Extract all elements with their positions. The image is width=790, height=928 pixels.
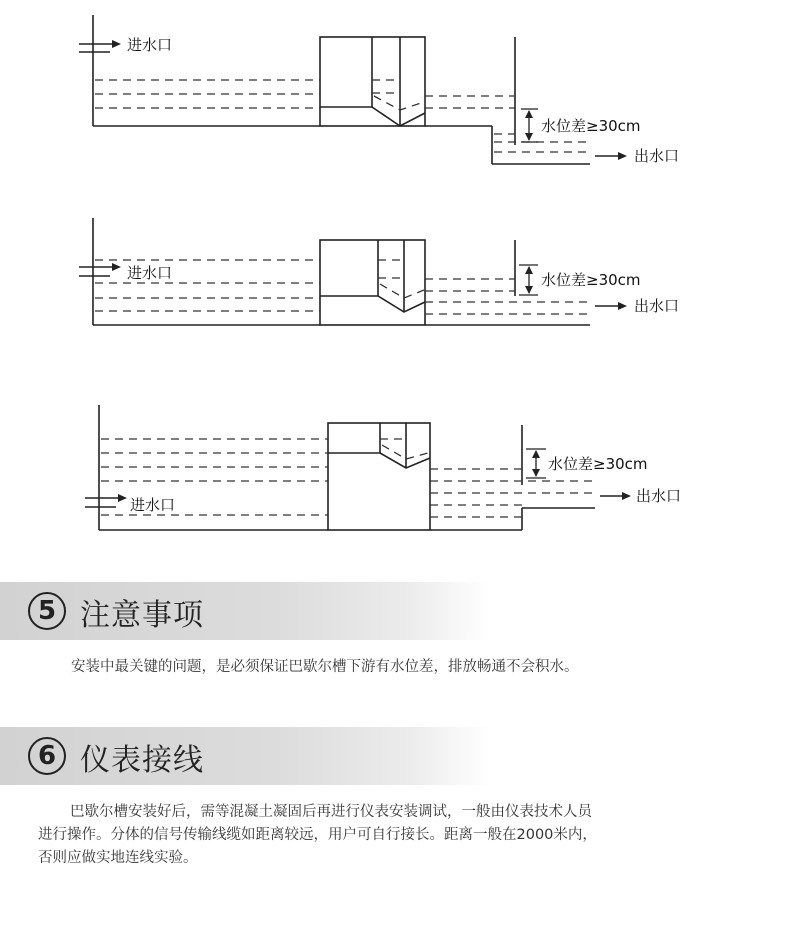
section-5-title: 注意事项 [80, 598, 204, 633]
section-5-text: 安装中最关键的问题，是必须保证巴歇尔槽下游有水位差，排放畅通不会积水。 [71, 659, 579, 675]
section-6-line-3: 否则应做实地连线实验。 [38, 850, 198, 866]
water-level-diff-label: 水位差≥30cm [541, 271, 641, 289]
flow-diagram-3 [0, 395, 790, 545]
section-5-number: 5 [28, 592, 66, 630]
section-6-line-1: 巴歇尔槽安装好后，需等混凝土凝固后再进行仪表安装调试，一般由仪表技术人员 [70, 804, 592, 820]
water-level-diff-label: 水位差≥30cm [541, 117, 641, 135]
inlet-label: 进水口 [130, 496, 176, 514]
inlet-label: 进水口 [127, 264, 173, 282]
water-level-diff-label: 水位差≥30cm [548, 455, 648, 473]
flow-diagram-1 [0, 0, 790, 175]
outlet-label: 出水口 [634, 147, 680, 165]
flow-diagram-2 [0, 210, 790, 340]
outlet-label: 出水口 [636, 487, 682, 505]
section-6-text [38, 801, 778, 870]
section-6-title: 仪表接线 [80, 743, 204, 778]
section-6-line-2: 进行操作。分体的信号传输线缆如距离较远，用户可自行接长。距离一般在2000米内， [38, 827, 597, 843]
section-6-number: 6 [28, 737, 66, 775]
inlet-label: 进水口 [127, 36, 173, 54]
outlet-label: 出水口 [634, 297, 680, 315]
